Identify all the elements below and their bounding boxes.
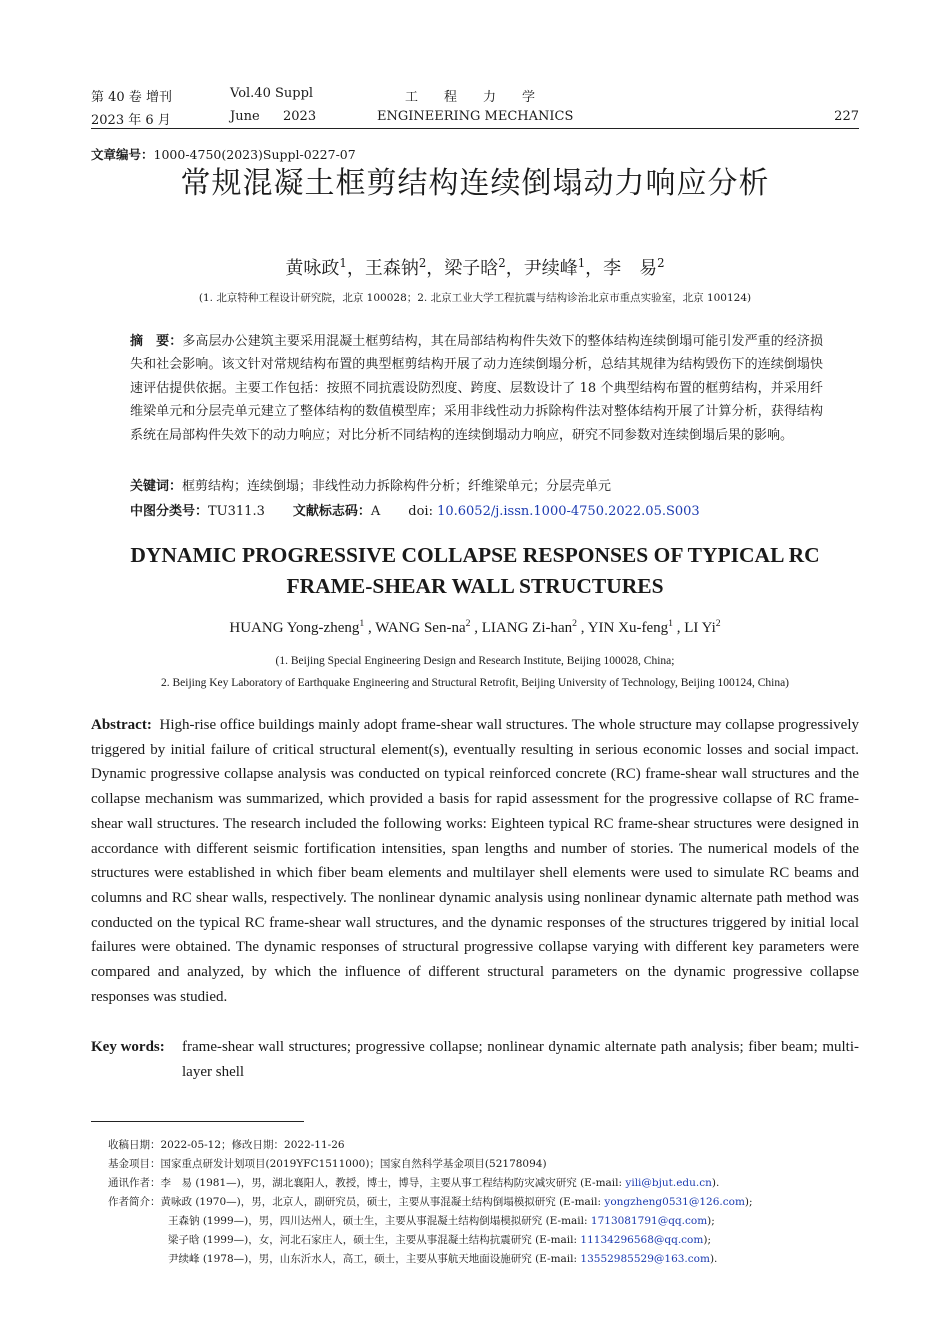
author-en: WANG Sen-na (375, 620, 466, 636)
doi (408, 504, 699, 519)
author-cn-affil: 1 (339, 256, 347, 270)
footnote-funding: 基金项目：国家重点研发计划项目(2019YFC1511000)；国家自然科学基金项目(52178094) (108, 1158, 547, 1170)
bio-suffix: ); (744, 1196, 753, 1208)
abstract-en-text: High-rise office buildings mainly adopt frame-shear wall structures. The whole structure may collapse progressively triggered by initial failure of critical structural element(s), eventually resulting in serious economic losses and social impact. Dynamic progressive collapse analysis was conducted on typical reinforced concrete (RC) frame-shear wall structures and the collapse mechanism was summarized, which provided a basis for rapid assessment for the progressive collapse of RC frame-shear wall structures. The research included the following works: Eighteen typical RC frame-shear structures were designed in accordance with different seismic fortification intensities, span lengths and number of stories. The numerical models of the structures were established in which fiber beam elements and multilayer shell elements were used to simulate RC beams and columns and RC shear walls, respectively. The nonlinear dynamic analysis using nonlinear dynamic alternate path method was conducted on the typical RC frame-shear wall structures, and the dynamic responses of the structures triggered by initial local failures were obtained. The dynamic responses of structural progressive collapse varying with different key parameters were compared and analyzed, by which the influence of different structural parameters on the dynamic progressive collapse responses was studied. (91, 717, 859, 1005)
author-cn: 尹续峰 (523, 258, 578, 279)
author-en: LIANG Zi-han (481, 620, 573, 636)
bio-text: 梁子晗 (1999—)，女，河北石家庄人，硕士生，主要从事混凝土结构抗震研究 (E-mail: (168, 1234, 581, 1246)
journal-name-cn: 工 程 力 学 (405, 90, 536, 105)
abstract-cn-text: 多高层办公建筑主要采用混凝土框剪结构，其在局部结构构件失效下的整体结构连续倒塌可能引发严重的经济损失和社会影响。该文针对常规结构布置的典型框剪结构开展了动力连续倒塌分析，总结其规律为结构毁伤下的连续倒塌快速评估提供依据。主要工作包括：按照不同抗震设防烈度、跨度、层数设计了 18 个典型结构布置的框剪结构，并采用纤维梁单元和分层壳单元建立了整体结构的数值模型库；采用非线性动力拆除构件法对整体结构开展了计算分析，获得结构系统在局部构件失效下的动力响应；对比分析不同结构的连续倒塌动力响应，研究不同参数对连续倒塌后果的影响。 (130, 334, 823, 443)
author-cn-affil: 2 (498, 256, 506, 270)
author-cn: 李 易 (603, 258, 658, 279)
clc-value: TU311.3 (208, 504, 265, 519)
author-en: LI Yi (684, 620, 716, 636)
bio-suffix: ); (707, 1215, 715, 1227)
month-en: June (230, 109, 260, 124)
affiliation-en-1: (1. Beijing Special Engineering Design and Research Institute, Beijing 100028, China; (275, 655, 675, 667)
author-en-affil: 2 (715, 618, 721, 629)
authors-cn (0, 254, 950, 280)
author-sep: ， (426, 258, 445, 279)
author-en-affil: 2 (465, 618, 471, 629)
footnote-corresponding (108, 1175, 719, 1190)
author-cn: 王森钠 (364, 258, 419, 279)
footnote-bio (168, 1251, 717, 1266)
doccode-value: A (370, 504, 381, 519)
bio-suffix: ); (703, 1234, 711, 1246)
bio-text: 王森钠 (1999—)，男，四川达州人，硕士生，主要从事混凝土结构倒塌模拟研究 (E-mail: (168, 1215, 591, 1227)
authors-en: HUANG Yong-zheng$^1$ , WANG Sen-$na^2$ , LIANG Zi-han$^2$ , YIN Xu-feng$^1$ , LI Yi$^2$ (229, 618, 721, 636)
title-en-line: DYNAMIC PROGRESSIVE COLLAPSE RESPONSES OF TYPICAL RC (130, 543, 820, 567)
author-cn-affil: 2 (657, 256, 665, 270)
classification-line (130, 500, 728, 519)
abstract-cn-label: 摘 要： (130, 334, 183, 349)
keywords-cn-label: 关键词： (130, 479, 183, 494)
bio-email[interactable]: yongzheng0531@126.com (604, 1196, 745, 1208)
title-en-line: FRAME-SHEAR WALL STRUCTURES (286, 574, 664, 598)
footnote-bio (108, 1194, 753, 1209)
header-rule (91, 128, 859, 129)
author-cn-affil: 1 (577, 256, 586, 270)
bio-suffix: ). (709, 1253, 718, 1265)
keywords-en-label: Key words: (91, 1039, 165, 1055)
document-code (293, 504, 380, 519)
bio-email[interactable]: 11134296568@qq.com (580, 1234, 704, 1246)
abstract-en (91, 713, 859, 1009)
keywords-en (91, 1035, 859, 1084)
footnote-received: 收稿日期：2022-05-12；修改日期：2022-11-26 (108, 1139, 345, 1151)
article-number-label: 文章编号： (91, 147, 154, 162)
year-en: 2023 (283, 109, 317, 124)
date-cn: 2023 年 6 月 (91, 113, 171, 128)
journal-name-en: ENGINEERING MECHANICS (377, 109, 574, 124)
article-number-value: 1000-4750(2023)Suppl-0227-07 (153, 147, 356, 162)
bio-email[interactable]: 13552985529@163.com (580, 1253, 710, 1265)
bio-label: 作者简介： (108, 1196, 161, 1208)
affiliations-cn: (1. 北京特种工程设计研究院，北京 100028；2. 北京工业大学工程抗震与结构诊治北京市重点实验室，北京 100124) (198, 292, 752, 304)
author-cn: 梁子晗 (444, 258, 499, 279)
author-cn-affil: 2 (418, 256, 427, 270)
corresponding-email[interactable]: yili@bjut.edu.cn (625, 1177, 712, 1189)
footnote-bio (168, 1232, 711, 1247)
corresponding-suffix: ). (711, 1177, 720, 1189)
author-sep: ， (505, 258, 524, 279)
keywords-en-text: frame-shear wall structures; progressive collapse; nonlinear dynamic alternate path analysis; fiber beam; multi-layer shell (182, 1039, 859, 1080)
abstract-cn (130, 330, 823, 447)
author-en: YIN Xu-feng (587, 620, 669, 636)
footnote-rule (91, 1121, 304, 1122)
author-en-affil: 1 (359, 618, 365, 629)
doi-link[interactable]: 10.6052/j.issn.1000-4750.2022.05.S003 (437, 504, 700, 519)
clc-label: 中图分类号： (130, 504, 209, 519)
title-cn: 常规混凝土框剪结构连续倒塌动力响应分析 (180, 166, 770, 201)
bio-email[interactable]: 1713081791@qq.com (590, 1215, 708, 1227)
author-sep: ， (346, 258, 365, 279)
author-en-affil: 2 (572, 618, 578, 629)
clc-code (130, 504, 265, 519)
author-en: HUANG Yong-zheng (229, 620, 360, 636)
keywords-cn-text: 框剪结构；连续倒塌；非线性动力拆除构件分析；纤维梁单元；分层壳单元 (182, 479, 612, 494)
bio-text: 尹续峰 (1978—)，男，山东沂水人，高工，硕士，主要从事航天地面设施研究 (E-mail: (168, 1253, 581, 1265)
doccode-label: 文献标志码： (292, 504, 371, 519)
keywords-cn (130, 475, 611, 494)
affiliation-en-2: 2. Beijing Key Laboratory of Earthquake Engineering and Structural Retrofit, Beijing University of Technology, Beijing 100124, China) (160, 677, 790, 689)
footnote-bio (168, 1213, 715, 1228)
author-cn: 黄咏政 (285, 258, 340, 279)
doi-label: doi: (408, 504, 438, 519)
volume-cn: 第 40 卷 增刊 (91, 90, 172, 105)
abstract-en-label: Abstract: (91, 717, 152, 733)
corresponding-text: 通讯作者：李 易 (1981—)，男，湖北襄阳人，教授，博士，博导，主要从事工程结构防灾减灾研究 (E-mail: (108, 1177, 626, 1189)
bio-text: 黄咏政 (1970—)，男，北京人，副研究员，硕士，主要从事混凝土结构倒塌模拟研究 (E-mail: (160, 1196, 605, 1208)
volume-en: Vol.40 Suppl (230, 86, 314, 101)
page-number: 227 (834, 109, 859, 124)
title-en (0, 540, 950, 602)
author-sep: ， (585, 258, 604, 279)
author-en-affil: 1 (668, 618, 673, 629)
